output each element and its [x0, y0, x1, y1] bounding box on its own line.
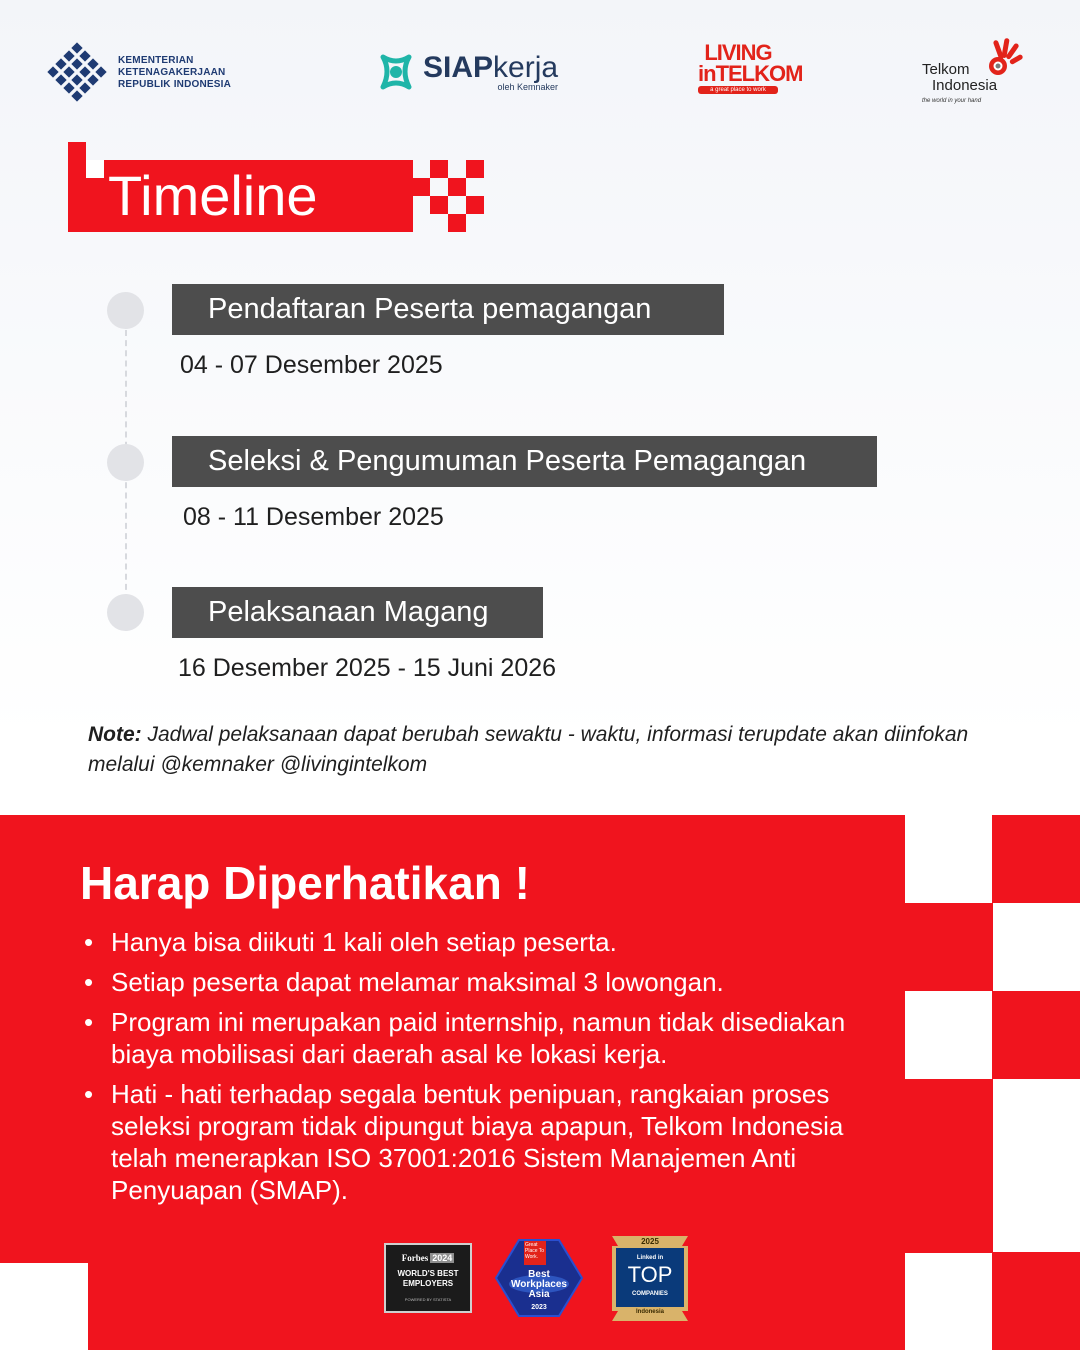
checker-square [992, 991, 1080, 1079]
notice-item: • Hanya bisa diikuti 1 kali oleh setiap peserta. [82, 926, 882, 958]
gptw-line: Workplaces [511, 1279, 567, 1290]
living-in-telkom-logo [698, 40, 803, 102]
note-text: Jadwal pelaksanaan dapat berubah sewaktu - waktu, informasi terupdate akan diinfokan melalui @kemnaker @livingintelkom [88, 723, 969, 776]
checker-square [905, 1165, 993, 1253]
forbes-title: WORLD'S BEST [397, 1269, 459, 1278]
decor-square [68, 142, 86, 160]
siapkerja-subtitle: oleh Kemnaker [497, 82, 559, 92]
forbes-brand: Forbes [401, 1253, 429, 1263]
kemnaker-wordmark [118, 55, 231, 91]
timeline-dot [107, 292, 144, 329]
checker-square [992, 1252, 1080, 1350]
forbes-year: 2024 [432, 1253, 453, 1263]
stage-label-selection: Seleksi & Pengumuman Peserta Pemagangan [172, 436, 877, 487]
kemnaker-logo [46, 40, 246, 106]
gptw-box: Great Place To Work. [524, 1241, 546, 1265]
linkedin-title: TOP [627, 1262, 673, 1287]
gptw-line: Asia [528, 1289, 550, 1300]
checker-square [992, 815, 1080, 903]
gptw-line: Best [528, 1269, 550, 1280]
siapkerja-logo [375, 46, 565, 98]
living-in-word: in [698, 61, 716, 86]
stage-label-implementation: Pelaksanaan Magang [172, 587, 543, 638]
timeline-title: Timeline [108, 164, 318, 227]
kemnaker-emblem-icon [46, 42, 108, 104]
linkedin-year: 2025 [641, 1237, 659, 1246]
note-label: Note: [88, 723, 142, 746]
decor-square [86, 160, 104, 178]
linkedin-country: Indonesia [635, 1309, 664, 1315]
checker-square [905, 1079, 993, 1167]
forbes-title: EMPLOYERS [402, 1279, 454, 1288]
checker-square-white [0, 1263, 88, 1350]
checker-decoration [412, 160, 484, 232]
gptw-year: 2023 [531, 1304, 547, 1311]
gptw-badge [494, 1238, 584, 1318]
telkom-indonesia-logo [920, 38, 1030, 108]
siapkerja-wordmark: SIAPkerja [423, 51, 559, 84]
notice-item: • Program ini merupakan paid internship, namun tidak disediakan biaya mobilisasi dari daerah asal ke lokasi kerja. [82, 1006, 882, 1070]
stage-date-implementation: 16 Desember 2025 - 15 Juni 2026 [178, 654, 557, 682]
notice-item: • Hati - hati terhadap segala bentuk penipuan, rangkaian proses seleksi program tidak dipungut biaya apapun, Telkom Indonesia telah menerapkan ISO 37001:2016 Sistem Manajemen Anti Penyuapan (SMAP). [82, 1078, 882, 1206]
linkedin-top-companies-badge [606, 1236, 694, 1321]
kemnaker-line: KEMENTERIAN [118, 55, 194, 66]
checker-square [905, 903, 993, 991]
timeline-dot [107, 444, 144, 481]
kemnaker-line: REPUBLIK INDONESIA [118, 79, 232, 90]
forbes-powered: POWERED BY STATISTA [404, 1297, 452, 1302]
notice-item: • Setiap peserta dapat melamar maksimal 3 lowongan. [82, 966, 882, 998]
stage-label-registration: Pendaftaran Peserta pemagangan [172, 284, 724, 335]
living-tagline: a great place to work [698, 86, 778, 94]
forbes-badge [384, 1243, 472, 1313]
stage-date-registration: 04 - 07 Desember 2025 [180, 351, 443, 379]
notice-list [82, 926, 882, 1214]
living-word: LIVING [704, 40, 772, 65]
siapkerja-emblem-icon [375, 51, 417, 93]
telkom-wordmark: Telkom Indonesia [922, 61, 998, 94]
kemnaker-line: KETENAGAKERJAAN [118, 67, 226, 78]
linkedin-brand: Linked in [636, 1255, 664, 1261]
timeline-dot [107, 594, 144, 631]
telkom-tagline: the world in your hand [922, 98, 982, 104]
notice-title: Harap Diperhatikan ! [80, 857, 530, 909]
telkom-word: TELKOM [715, 61, 803, 86]
stage-date-selection: 08 - 11 Desember 2025 [183, 503, 444, 531]
schedule-note [88, 720, 988, 780]
linkedin-subtitle: COMPANIES [632, 1291, 668, 1297]
